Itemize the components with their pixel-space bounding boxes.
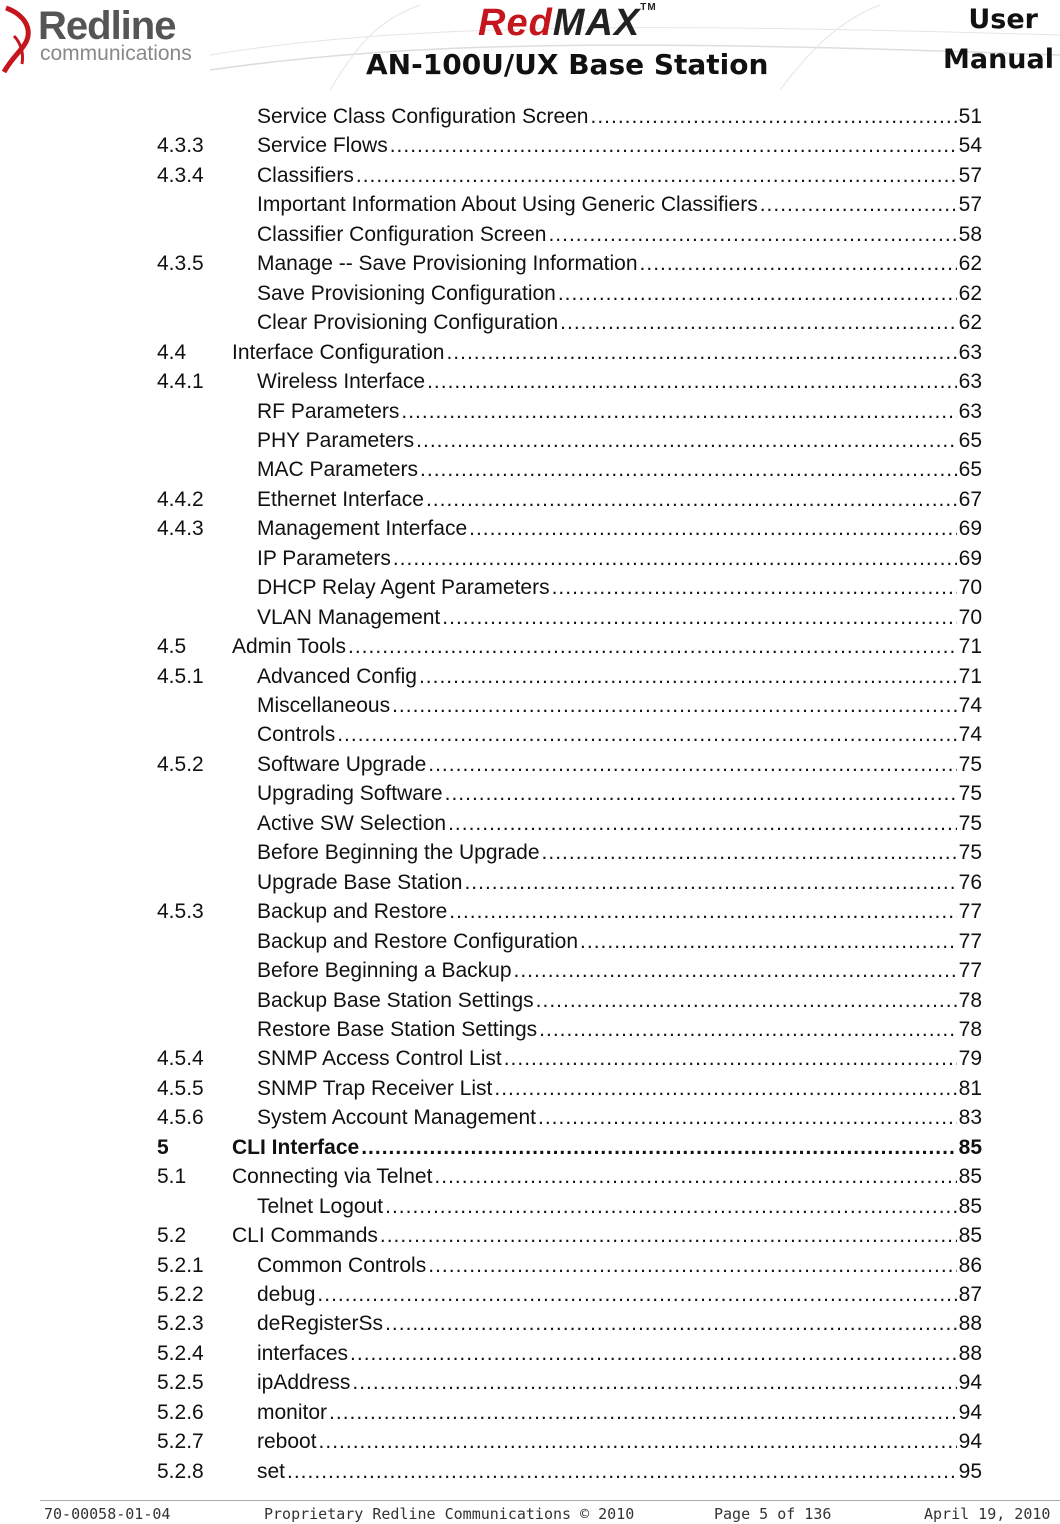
toc-dot-leader (356, 161, 957, 190)
toc-entry[interactable] (0, 367, 1060, 396)
toc-entry-line (257, 367, 982, 396)
toc-entry-page[interactable]: 78 (958, 988, 982, 1012)
toc-entry-line (257, 131, 982, 160)
toc-entry-page[interactable]: 94 (958, 1400, 982, 1424)
toc-dot-leader (348, 632, 957, 661)
toc-entry-page[interactable]: 57 (958, 193, 982, 217)
toc-entry-title[interactable]: deRegisterSs (257, 1309, 385, 1338)
toc-entry-number: 4.5.6 (157, 1106, 204, 1130)
toc-entry-line (257, 927, 982, 956)
toc-entry[interactable] (0, 809, 1060, 838)
toc-entry-line (257, 691, 982, 720)
toc-entry-line (257, 1339, 982, 1368)
toc-dot-leader (380, 1221, 957, 1250)
toc-entry[interactable] (0, 131, 1060, 160)
toc-entry[interactable] (0, 1368, 1060, 1397)
toc-dot-leader (591, 102, 957, 131)
toc-entry[interactable] (0, 161, 1060, 190)
toc-dot-leader (539, 1015, 956, 1044)
toc-entry-page[interactable]: 63 (958, 370, 982, 394)
footer-divider (40, 1500, 1060, 1501)
toc-entry[interactable] (0, 986, 1060, 1015)
toc-entry-number: 5.2.6 (157, 1400, 204, 1424)
toc-dot-leader (640, 249, 957, 278)
toc-entry-page[interactable]: 74 (958, 694, 982, 717)
toc-entry-number: 5 (157, 1135, 169, 1159)
toc-dot-leader (426, 485, 957, 514)
toc-entry[interactable] (0, 397, 1060, 426)
toc-dot-leader (361, 1133, 956, 1162)
toc-entry-number: 4.5.1 (157, 664, 204, 688)
toc-dot-leader (392, 691, 957, 720)
toc-entry-page[interactable]: 67 (958, 487, 982, 511)
toc-entry-line (257, 1457, 982, 1486)
toc-entry[interactable] (0, 514, 1060, 543)
toc-entry-page[interactable]: 88 (958, 1341, 982, 1365)
toc-entry-page[interactable]: 54 (958, 134, 982, 158)
toc-entry-line (257, 190, 982, 219)
toc-entry-number: 5.2.8 (157, 1459, 204, 1483)
toc-entry-line (257, 779, 982, 808)
toc-dot-leader (393, 544, 957, 573)
toc-entry-line (257, 868, 982, 897)
toc-entry-line (257, 603, 982, 632)
toc-entry-page[interactable]: 85 (958, 1194, 982, 1218)
toc-entry[interactable] (0, 455, 1060, 484)
toc-dot-leader (446, 338, 956, 367)
toc-entry[interactable] (0, 1339, 1060, 1368)
toc-entry-number: 4.5.5 (157, 1076, 204, 1100)
logo-subtitle: communications (40, 42, 192, 65)
toc-dot-leader (419, 662, 957, 691)
toc-entry-line (257, 455, 982, 484)
toc-dot-leader (390, 131, 957, 160)
toc-dot-leader (548, 220, 956, 249)
toc-entry[interactable] (0, 720, 1060, 749)
toc-entry-line (257, 1309, 982, 1338)
toc-entry-page[interactable]: 62 (958, 281, 982, 305)
toc-entry-page[interactable]: 63 (958, 340, 982, 364)
toc-entry-title[interactable]: Upgrade Base Station (257, 868, 464, 897)
toc-entry-page[interactable]: 62 (958, 311, 982, 335)
toc-entry-number: 5.2.4 (157, 1341, 204, 1365)
toc-dot-leader (428, 750, 956, 779)
toc-entry[interactable] (0, 927, 1060, 956)
toc-entry-title[interactable]: Important Information About Using Generic Classifiers (257, 190, 760, 219)
toc-entry-title[interactable]: Save Provisioning Configuration (257, 279, 558, 308)
toc-entry[interactable] (0, 1221, 1060, 1250)
toc-dot-leader (329, 1398, 957, 1427)
product-title: AN-100U/UX Base Station (366, 48, 769, 81)
toc-entry-title[interactable]: Classifier Configuration Screen (257, 220, 548, 249)
product-brand (478, 2, 657, 45)
toc-entry-page[interactable]: 85 (958, 1135, 982, 1159)
toc-entry-title[interactable]: Ethernet Interface (257, 485, 426, 514)
toc-entry[interactable] (0, 426, 1060, 455)
toc-entry-title[interactable]: Restore Base Station Settings (257, 1015, 539, 1044)
toc-entry[interactable] (0, 338, 1060, 367)
toc-entry[interactable] (0, 1192, 1060, 1221)
toc-entry-title[interactable]: Before Beginning the Upgrade (257, 838, 542, 867)
toc-dot-leader (558, 279, 957, 308)
toc-entry-line (257, 838, 982, 867)
toc-entry[interactable] (0, 1427, 1060, 1456)
toc-entry-title[interactable]: set (257, 1457, 287, 1486)
toc-entry-page[interactable]: 62 (958, 252, 982, 276)
toc-entry-line (257, 1398, 982, 1427)
toc-dot-leader (449, 897, 956, 926)
toc-entry[interactable] (0, 1044, 1060, 1073)
toc-entry[interactable] (0, 573, 1060, 602)
toc-entry-number: 4.3.5 (157, 252, 204, 276)
toc-entry-page[interactable]: 75 (958, 752, 982, 776)
toc-entry[interactable] (0, 662, 1060, 691)
toc-entry-page[interactable]: 77 (958, 929, 982, 953)
toc-entry-page[interactable]: 79 (958, 1047, 982, 1071)
toc-entry-title[interactable]: monitor (257, 1398, 329, 1427)
toc-entry-line (257, 485, 982, 514)
toc-entry-page[interactable]: 78 (958, 1017, 982, 1041)
toc-entry-title[interactable]: Software Upgrade (257, 750, 428, 779)
toc-dot-leader (464, 868, 956, 897)
toc-entry-page[interactable]: 75 (958, 782, 982, 806)
footer-copyright: Proprietary Redline Communications © 2010 (264, 1505, 635, 1523)
toc-dot-leader (434, 1162, 956, 1191)
toc-entry[interactable] (0, 779, 1060, 808)
toc-entry-page[interactable]: 86 (958, 1253, 982, 1277)
toc-entry-title[interactable]: Active SW Selection (257, 809, 448, 838)
toc-dot-leader (442, 603, 956, 632)
toc-dot-leader (401, 397, 956, 426)
toc-entry-page[interactable]: 69 (958, 546, 982, 570)
toc-dot-leader (448, 809, 957, 838)
toc-entry[interactable] (0, 691, 1060, 720)
toc-entry-title[interactable]: Advanced Config (257, 662, 419, 691)
toc-entry[interactable] (0, 1280, 1060, 1309)
toc-dot-leader (287, 1457, 957, 1486)
toc-entry[interactable] (0, 956, 1060, 985)
toc-dot-leader (352, 1368, 956, 1397)
toc-entry-number: 4.4.3 (157, 517, 204, 541)
toc-entry-title[interactable]: System Account Management (257, 1103, 538, 1132)
toc-entry-title[interactable]: Controls (257, 720, 337, 749)
toc-dot-leader (319, 1427, 957, 1456)
toc-entry-line (257, 544, 982, 573)
toc-entry[interactable] (0, 279, 1060, 308)
toc-entry-line (257, 1044, 982, 1073)
toc-entry-line (257, 514, 982, 543)
toc-entry-page[interactable]: 77 (958, 900, 982, 924)
toc-entry-title[interactable]: Miscellaneous (257, 691, 392, 720)
toc-entry-line (232, 1162, 982, 1191)
doc-type-line-2: Manual (942, 44, 1054, 75)
toc-entry-title[interactable]: CLI Interface (232, 1133, 361, 1162)
toc-dot-leader (337, 720, 956, 749)
toc-entry-page[interactable]: 74 (958, 723, 982, 747)
toc-entry-number: 5.1 (157, 1165, 187, 1189)
toc-entry[interactable] (0, 1133, 1060, 1162)
toc-entry-title[interactable]: Telnet Logout (257, 1192, 385, 1221)
brand-red-text: Red (478, 2, 553, 44)
toc-entry[interactable] (0, 603, 1060, 632)
toc-entry-line (257, 1015, 982, 1044)
toc-entry-title[interactable]: CLI Commands (232, 1221, 380, 1250)
toc-entry-page[interactable]: 71 (958, 635, 982, 659)
toc-entry-number: 4.5.4 (157, 1047, 204, 1071)
toc-entry-line (257, 662, 982, 691)
toc-dot-leader (580, 927, 957, 956)
toc-entry-line (257, 1427, 982, 1456)
footer-date: April 19, 2010 (924, 1505, 1051, 1523)
toc-entry-line (257, 1251, 982, 1280)
toc-entry-number: 4.5.3 (157, 900, 204, 924)
toc-entry-title[interactable]: PHY Parameters (257, 426, 416, 455)
toc-entry-line (232, 1221, 982, 1250)
toc-entry[interactable] (0, 1251, 1060, 1280)
toc-entry-line (257, 956, 982, 985)
toc-entry-title[interactable]: ipAddress (257, 1368, 352, 1397)
toc-entry-line (232, 338, 982, 367)
toc-entry[interactable] (0, 1074, 1060, 1103)
toc-entry-number: 5.2.1 (157, 1253, 204, 1277)
toc-dot-leader (445, 779, 957, 808)
toc-entry-page[interactable]: 85 (958, 1224, 982, 1248)
toc-entry-title[interactable]: VLAN Management (257, 603, 442, 632)
toc-entry-title[interactable]: Management Interface (257, 514, 469, 543)
toc-entry[interactable] (0, 249, 1060, 278)
toc-dot-leader (536, 986, 957, 1015)
toc-entry-title[interactable]: Upgrading Software (257, 779, 445, 808)
toc-entry-page[interactable]: 65 (958, 458, 982, 482)
toc-entry-title[interactable]: MAC Parameters (257, 455, 420, 484)
toc-entry-number: 5.2.7 (157, 1430, 204, 1454)
toc-entry-line (257, 809, 982, 838)
toc-entry-number: 4.5.2 (157, 752, 204, 776)
toc-entry-title[interactable]: IP Parameters (257, 544, 393, 573)
toc-entry-line (257, 161, 982, 190)
toc-entry[interactable] (0, 1015, 1060, 1044)
toc-entry-line (257, 1103, 982, 1132)
toc-entry[interactable] (0, 190, 1060, 219)
toc-entry[interactable] (0, 1398, 1060, 1427)
toc-entry-title[interactable]: Service Class Configuration Screen (257, 102, 591, 131)
toc-entry-page[interactable]: 81 (958, 1076, 982, 1100)
toc-entry-page[interactable]: 75 (958, 841, 982, 865)
toc-entry-title[interactable]: Before Beginning a Backup (257, 956, 514, 985)
toc-entry-page[interactable]: 69 (958, 517, 982, 541)
toc-dot-leader (760, 190, 957, 219)
toc-entry[interactable] (0, 544, 1060, 573)
toc-entry-line (232, 632, 982, 661)
toc-entry-title[interactable]: DHCP Relay Agent Parameters (257, 573, 552, 602)
toc-entry-page[interactable]: 83 (958, 1106, 982, 1130)
toc-entry[interactable] (0, 838, 1060, 867)
toc-entry-page[interactable]: 85 (958, 1165, 982, 1189)
toc-dot-leader (385, 1309, 957, 1338)
toc-entry-number: 4.4.2 (157, 487, 204, 511)
toc-entry-page[interactable]: 58 (958, 222, 982, 246)
toc-entry[interactable] (0, 868, 1060, 897)
toc-entry-title[interactable]: Clear Provisioning Configuration (257, 308, 560, 337)
toc-entry-page[interactable]: 57 (958, 163, 982, 187)
toc-entry[interactable] (0, 1309, 1060, 1338)
toc-dot-leader (416, 426, 956, 455)
toc-entry-line (257, 573, 982, 602)
toc-entry[interactable] (0, 1162, 1060, 1191)
toc-dot-leader (428, 1251, 956, 1280)
toc-entry-title[interactable]: Backup and Restore (257, 897, 449, 926)
toc-entry-line (257, 1368, 982, 1397)
toc-entry-number: 4.5 (157, 635, 187, 659)
toc-entry-number: 4.3.3 (157, 134, 204, 158)
toc-entry-page[interactable]: 88 (958, 1312, 982, 1336)
toc-entry-title[interactable]: Common Controls (257, 1251, 428, 1280)
toc-entry-line (257, 1074, 982, 1103)
toc-entry-page[interactable]: 70 (958, 576, 982, 600)
toc-entry-title[interactable]: Backup Base Station Settings (257, 986, 536, 1015)
page-header (0, 0, 1060, 100)
toc-dot-leader (427, 367, 957, 396)
redline-logo (0, 0, 210, 80)
toc-entry-title[interactable]: reboot (257, 1427, 319, 1456)
doc-type-line-1: User (968, 4, 1038, 35)
toc-dot-leader (350, 1339, 957, 1368)
toc-entry[interactable] (0, 308, 1060, 337)
toc-entry-number: 4.4 (157, 340, 187, 364)
toc-entry-line (257, 750, 982, 779)
toc-entry-title[interactable]: SNMP Access Control List (257, 1044, 504, 1073)
toc-entry[interactable] (0, 632, 1060, 661)
toc-entry[interactable] (0, 1457, 1060, 1486)
toc-entry-line (257, 220, 982, 249)
toc-entry-page[interactable]: 95 (958, 1459, 982, 1483)
toc-entry-page[interactable]: 94 (958, 1430, 982, 1454)
toc-entry-line (232, 1133, 982, 1162)
toc-dot-leader (469, 514, 957, 543)
toc-dot-leader (560, 308, 956, 337)
toc-entry-line (257, 102, 982, 131)
toc-entry-page[interactable]: 65 (958, 428, 982, 452)
toc-entry-line (257, 426, 982, 455)
toc-entry-title[interactable]: RF Parameters (257, 397, 401, 426)
toc-entry-title[interactable]: Manage -- Save Provisioning Information (257, 249, 640, 278)
toc-entry-line (257, 397, 982, 426)
toc-entry[interactable] (0, 897, 1060, 926)
toc-entry[interactable] (0, 220, 1060, 249)
toc-entry-number: 5.2.5 (157, 1371, 204, 1395)
toc-entry-page[interactable]: 75 (958, 811, 982, 835)
toc-dot-leader (385, 1192, 957, 1221)
toc-entry-page[interactable]: 76 (958, 870, 982, 894)
logo-name: Redline (38, 4, 176, 48)
toc-entry-line (257, 986, 982, 1015)
toc-entry[interactable] (0, 485, 1060, 514)
toc-entry-title[interactable]: Connecting via Telnet (232, 1162, 434, 1191)
footer-page-info: Page 5 of 136 (714, 1505, 832, 1523)
toc-entry-line (257, 897, 982, 926)
toc-entry-page[interactable]: 94 (958, 1371, 982, 1395)
toc-entry[interactable] (0, 1103, 1060, 1132)
toc-dot-leader (317, 1280, 956, 1309)
toc-entry-title[interactable]: Wireless Interface (257, 367, 427, 396)
toc-entry-title[interactable]: debug (257, 1280, 317, 1309)
toc-entry-number: 4.4.1 (157, 370, 204, 394)
toc-entry-page[interactable]: 87 (958, 1283, 982, 1306)
toc-dot-leader (504, 1044, 957, 1073)
toc-dot-leader (542, 838, 957, 867)
toc-entry-title[interactable]: Service Flows (257, 131, 390, 160)
trademark-mark: TM (640, 2, 657, 13)
toc-entry-page[interactable]: 63 (958, 399, 982, 423)
toc-entry-line (257, 308, 982, 337)
toc-entry-title[interactable]: Classifiers (257, 161, 356, 190)
toc-entry-title[interactable]: Admin Tools (232, 632, 348, 661)
toc-dot-leader (514, 956, 957, 985)
toc-entry-number: 5.2.3 (157, 1312, 204, 1336)
toc-entry-title[interactable]: Interface Configuration (232, 338, 446, 367)
toc-entry-number: 5.2.2 (157, 1283, 204, 1306)
toc-entry[interactable] (0, 750, 1060, 779)
toc-entry[interactable] (0, 102, 1060, 131)
toc-entry-page[interactable]: 70 (958, 605, 982, 629)
toc-dot-leader (420, 455, 957, 484)
toc-entry-line (257, 249, 982, 278)
redline-logo-mark-icon (0, 2, 40, 77)
toc-entry-page[interactable]: 51 (958, 105, 982, 128)
toc-entry-number: 5.2 (157, 1224, 187, 1248)
toc-entry-title[interactable]: SNMP Trap Receiver List (257, 1074, 494, 1103)
toc-entry-number: 4.3.4 (157, 163, 204, 187)
toc-entry-line (257, 720, 982, 749)
footer-doc-number: 70-00058-01-04 (44, 1505, 171, 1523)
toc-dot-leader (538, 1103, 957, 1132)
toc-entry-line (257, 1192, 982, 1221)
toc-entry-page[interactable]: 71 (958, 664, 982, 688)
toc-dot-leader (494, 1074, 956, 1103)
toc-entry-line (257, 1280, 982, 1309)
toc-dot-leader (552, 573, 957, 602)
brand-black-text: MAX (552, 2, 641, 44)
toc-entry-title[interactable]: interfaces (257, 1339, 350, 1368)
toc-entry-title[interactable]: Backup and Restore Configuration (257, 927, 580, 956)
toc-entry-page[interactable]: 77 (958, 959, 982, 983)
toc-entry-line (257, 279, 982, 308)
